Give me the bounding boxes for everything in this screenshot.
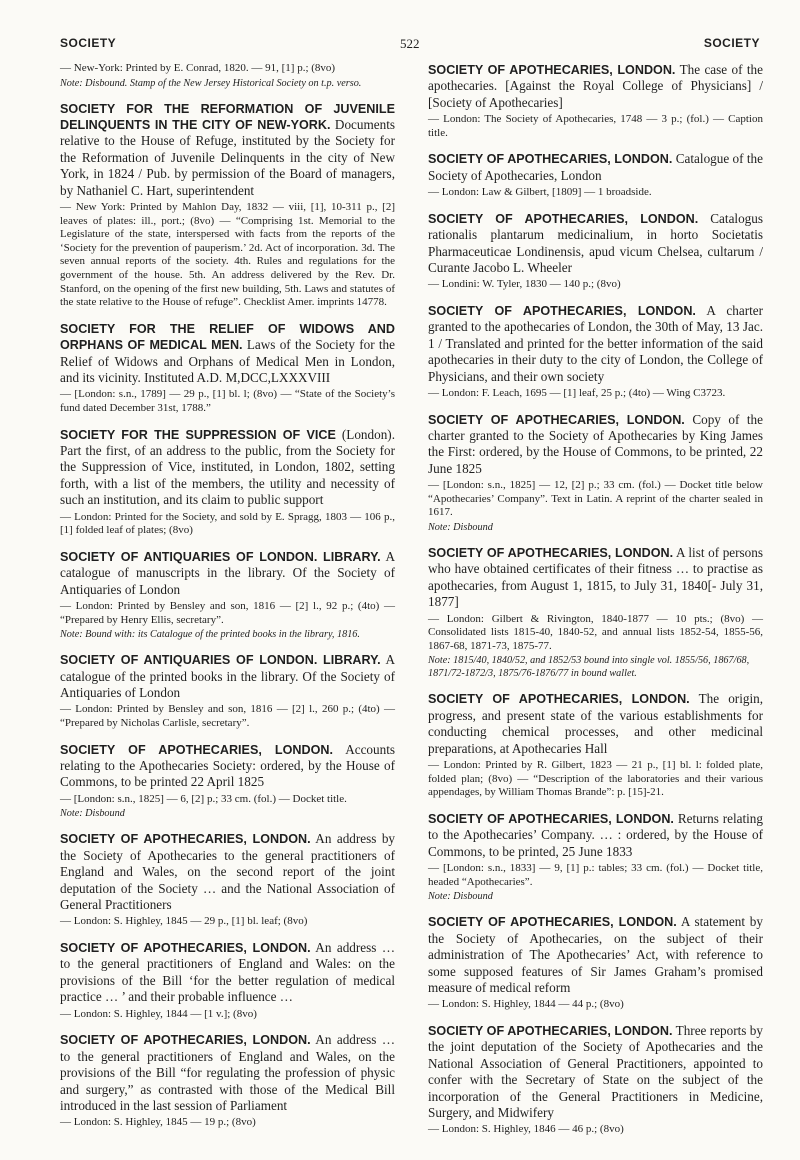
entry-body: A charter granted to the apothecaries of London, the 30th of May, 13 Jac. 1 / Translated and printed for the better information of the said apothecaries in their duty to the city of London, the College of Physicians, and their own society bbox=[428, 303, 764, 384]
entry-body: A list of persons who have obtained certificates of their fitness … to practise as apothecaries, from August 1, 1815, to July 31, 1840[- July 31, 1877] bbox=[428, 545, 763, 610]
entry-imprint: — New York: Printed by Mahlon Day, 1832 — viii, [1], 10-311 p., [2] leaves of plates: ill., port.; (8vo) — “Comprising 1st. Memorial to the Legislature of the state, interspersed with facts from the reports of the ‘Society for the prevention of pauperism.’ 2d. Act of incorporation. 3d. The seven annual reports of the society. 4th. Rules and regulations for the government of the house. 5th. An address delivered by the Rev. Dr. Stanford, on the opening of the first new building, 5th. Laws and statutes of the state relative to the House of refuge”. Checklist Amer. imprints 14778. bbox=[60, 201, 395, 309]
entry-body: A catalogue of manuscripts in the library. Of the Society of Antiquaries of London bbox=[60, 548, 395, 597]
entry-paragraph bbox=[428, 303, 763, 385]
entry-body: An address by the Society of Apothecaries to the general practitioners of England and Wales, on the second report of the joint deputation of the Society … and the National Association of General Practitioners bbox=[60, 831, 396, 913]
entry-heading: SOCIETY OF APOTHECARIES, LONDON. bbox=[428, 412, 685, 427]
entry-imprint: — [London: s.n., 1789] — 29 p., [1] bl. l; (8vo) — “State of the Society’s fund dated December 31st, 1788.” bbox=[60, 388, 395, 414]
entry-note: Note: Disbound bbox=[428, 891, 493, 903]
entry-paragraph bbox=[428, 412, 763, 478]
entry-heading: SOCIETY OF APOTHECARIES, LONDON. bbox=[428, 915, 677, 930]
catalog-entry bbox=[60, 549, 395, 641]
entry-heading: SOCIETY OF APOTHECARIES, LONDON. bbox=[428, 63, 676, 77]
catalog-entry bbox=[428, 211, 763, 292]
entry-body: Laws of the Society for the Relief of Widows and Orphans of Medical Men in London, and its vicinity. Instituted A.D. M,DCC,LXXXVIII bbox=[60, 337, 395, 385]
entry-heading: SOCIETY OF APOTHECARIES, LONDON. bbox=[428, 211, 699, 226]
entry-heading: SOCIETY OF APOTHECARIES, LONDON. bbox=[60, 1033, 311, 1048]
entry-heading: SOCIETY OF APOTHECARIES, LONDON. bbox=[60, 742, 334, 757]
header-right: SOCIETY bbox=[703, 36, 760, 50]
catalog-entry bbox=[428, 412, 763, 534]
catalog-entry bbox=[428, 914, 763, 1012]
header-left: SOCIETY bbox=[60, 36, 117, 50]
entry-body: Documents relative to the House of Refuge, instituted by the Society for the Reformation of Juvenile Delinquents in the city of New York, in 1824 / Pub. by permission of the Board of managers, by Nathaniel C. Hart, superintendent bbox=[60, 117, 395, 198]
entry-body: A catalogue of the printed books in the library. Of the Society of Antiquaries of London bbox=[60, 652, 395, 701]
entry-imprint: — [London: s.n., 1825] — 12, [2] p.; 33 cm. (fol.) — Docket title below “Apothecaries’ Company”. Text in Latin. A reprint of the charter sealed in 1617. bbox=[428, 479, 763, 519]
entry-heading: SOCIETY OF APOTHECARIES, LONDON. bbox=[428, 811, 674, 826]
entry-imprint: — London: S. Highley, 1844 — 44 p.; (8vo) bbox=[428, 998, 624, 1011]
catalog-entry bbox=[60, 321, 395, 416]
entry-imprint: — London: S. Highley, 1845 — 29 p., [1] bl. leaf; (8vo) bbox=[60, 915, 308, 928]
entry-paragraph bbox=[60, 742, 395, 791]
catalog-entry bbox=[428, 811, 763, 903]
entry-body: Three reports by the joint deputation of the Society of Apothecaries and the National Association of General Practitioners, appointed to confer with the Secretary of State on the subject of the incorporation of the General Practitioners in Medicine, Surgery, and Midwifery bbox=[428, 1022, 763, 1120]
entry-heading: SOCIETY OF APOTHECARIES, LONDON. bbox=[428, 1023, 673, 1038]
entry-note: Note: Bound with: its Catalogue of the printed books in the library, 1816. bbox=[60, 629, 360, 641]
entry-note: Note: Disbound bbox=[60, 808, 125, 820]
continuation-entry bbox=[60, 62, 395, 90]
entry-paragraph bbox=[428, 545, 763, 611]
entry-imprint: — Londini: W. Tyler, 1830 — 140 p.; (8vo) bbox=[428, 278, 621, 291]
entry-heading: SOCIETY FOR THE RELIEF OF WIDOWS AND ORPHANS OF MEDICAL MEN. bbox=[60, 321, 395, 353]
entry-imprint: — [London: s.n., 1833] — 9, [1] p.: tables; 33 cm. (fol.) — Docket title, headed “Apothecaries”. bbox=[428, 862, 763, 888]
entry-heading: SOCIETY OF APOTHECARIES, LONDON. bbox=[428, 546, 674, 561]
page-number: 522 bbox=[400, 36, 420, 51]
entry-imprint: — London: Gilbert & Rivington, 1840-1877 — 10 pts.; (8vo) — Consolidated lists 1815-40, 1840-52, and annual lists 1852-54, 1855-56, 1867-68, 1871-73, 1875-77. bbox=[428, 612, 763, 652]
entry-body: Catalogus rationalis plantarum medicinalium, in horto Societatis Pharmaceuticae Londinensis, apud vicum Chelsea, cultarum / Curante Jacobo L. Wheeler bbox=[428, 210, 763, 276]
entry-imprint: — London: F. Leach, 1695 — [1] leaf, 25 p.; (4to) — Wing C3723. bbox=[428, 387, 726, 400]
left-column bbox=[60, 62, 395, 1141]
entry-heading: SOCIETY FOR THE SUPPRESSION OF VICE bbox=[60, 427, 336, 442]
entry-heading: SOCIETY FOR THE REFORMATION OF JUVENILE DELINQUENTS IN THE CITY OF NEW-YORK. bbox=[60, 101, 395, 132]
entry-note: Note: 1815/40, 1840/52, and 1852/53 bound into single vol. 1855/56, 1867/68, 1871/72-1872/3, 1875/76-1876/77 in bound wallet. bbox=[428, 655, 750, 680]
catalog-entry bbox=[428, 62, 763, 140]
entry-paragraph bbox=[60, 831, 395, 913]
entry-heading: SOCIETY OF APOTHECARIES, LONDON. bbox=[428, 692, 690, 707]
entry-body: A statement by the Society of Apothecaries, on the subject of their administration of The Apothecaries’ Act, with reference to some supposed features of Sir James Graham’s promised measure of medical reform bbox=[428, 914, 763, 995]
entry-imprint: — London: S. Highley, 1844 — [1 v.]; (8vo) bbox=[60, 1007, 257, 1020]
entry-note: Note: Disbound bbox=[428, 522, 493, 534]
entry-imprint: — London: Printed by Bensley and son, 1816 — [2] l., 260 p.; (4to) — “Prepared by Nicholas Carlisle, secretary”. bbox=[60, 703, 395, 730]
running-header bbox=[60, 36, 760, 56]
entry-imprint: — London: Printed for the Society, and sold by E. Spragg, 1803 — 106 p., [1] folded leaf of plates; (8vo) bbox=[60, 510, 395, 537]
entry-body: Returns relating to the Apothecaries’ Company. … : ordered, by the House of Commons, to be printed, 25 June 1833 bbox=[428, 810, 763, 859]
catalog-entry bbox=[428, 151, 763, 199]
entry-imprint: — [London: s.n., 1825] — 6, [2] p.; 33 cm. (fol.) — Docket title. bbox=[60, 792, 347, 805]
catalog-entry bbox=[428, 691, 763, 799]
entry-body: Copy of the charter granted to the Society of Apothecaries by King James the First: ordered, by the House of Commons, to be printed, 22 June 1825 bbox=[428, 411, 763, 476]
entry-imprint: — New-York: Printed by E. Conrad, 1820. — 91, [1] p.; (8vo) bbox=[60, 62, 336, 74]
entry-paragraph bbox=[60, 1032, 395, 1114]
entry-body: The origin, progress, and present state of the various establishments for conducting chemical processes, and other medicinal preparations, at Apothecaries Hall bbox=[428, 691, 763, 756]
entry-heading: SOCIETY OF APOTHECARIES, LONDON. bbox=[428, 304, 696, 319]
catalog-entry bbox=[428, 303, 763, 401]
entry-body: An address … to the general practitioners of England and Wales: on the provisions of the Bill ‘for the better regulation of medical practice … ’ and their probable influence … bbox=[60, 940, 396, 1005]
catalog-entry bbox=[60, 742, 395, 821]
catalog-entry bbox=[60, 831, 395, 929]
entry-imprint: — London: Printed by Bensley and son, 1816 — [2] l., 92 p.; (4to) — “Prepared by Henry Ellis, secretary”. bbox=[60, 600, 395, 626]
entry-imprint: — London: Printed by R. Gilbert, 1823 — 21 p., [1] bl. l: folded plate, folded plan; (8vo) — “Description of the laboratories and their various appendages, by William Thomas Brande”: p. [15]-21. bbox=[428, 759, 763, 799]
entry-paragraph bbox=[428, 691, 763, 757]
entry-heading: SOCIETY OF ANTIQUARIES OF LONDON. LIBRARY. bbox=[60, 549, 381, 564]
entry-paragraph bbox=[428, 1023, 763, 1121]
catalog-entry bbox=[60, 940, 395, 1021]
entry-body: An address … to the general practitioners of England and Wales, on the provisions of the Bill “for regulating the profession of physic and surgery,” as contrasted with those of the Medical Bill introduced in the last session of Parliament bbox=[60, 1032, 396, 1113]
entry-paragraph bbox=[60, 321, 395, 387]
catalog-entry bbox=[60, 427, 395, 538]
catalog-entry bbox=[428, 545, 763, 680]
entry-paragraph bbox=[428, 811, 763, 860]
entry-note: Note: Disbound. Stamp of the New Jersey Historical Society on t.p. verso. bbox=[60, 77, 362, 89]
entry-paragraph bbox=[60, 427, 395, 509]
catalog-entry bbox=[428, 1023, 763, 1137]
right-column bbox=[428, 62, 763, 1148]
entry-paragraph bbox=[428, 62, 763, 111]
entry-body: (London). Part the first, of an address to the public, from the Society for the Suppression of Vice, instituted, in London, 1802, setting forth, with a list of the members, the utility and necessity of such an institution, and its claim to public support bbox=[60, 426, 395, 508]
entry-heading: SOCIETY OF APOTHECARIES, LONDON. bbox=[60, 832, 311, 847]
entry-heading: SOCIETY OF APOTHECARIES, LONDON. bbox=[60, 941, 311, 956]
entry-paragraph bbox=[428, 151, 763, 184]
entry-body: The case of the apothecaries. [Against the Royal College of Physicians] / [Society of Apothecaries] bbox=[428, 62, 763, 110]
entry-imprint: — London: S. Highley, 1845 — 19 p.; (8vo) bbox=[60, 1116, 256, 1129]
entry-imprint: — London: S. Highley, 1846 — 46 p.; (8vo) bbox=[428, 1123, 624, 1136]
entry-imprint: — London: Law & Gilbert, [1809] — 1 broadside. bbox=[428, 186, 652, 199]
entry-paragraph bbox=[428, 914, 763, 996]
catalog-entry bbox=[60, 652, 395, 730]
entry-paragraph bbox=[60, 652, 395, 701]
entry-paragraph bbox=[60, 549, 395, 598]
entry-paragraph bbox=[428, 211, 763, 277]
catalog-entry bbox=[60, 1032, 395, 1130]
entry-body: Accounts relating to the Apothecaries Society: ordered, by the House of Commons, to be printed 22 April 1825 bbox=[60, 741, 395, 790]
entry-paragraph bbox=[60, 101, 395, 199]
entry-paragraph bbox=[60, 940, 395, 1006]
entry-heading: SOCIETY OF ANTIQUARIES OF LONDON. LIBRARY. bbox=[60, 653, 381, 668]
entry-heading: SOCIETY OF APOTHECARIES, LONDON. bbox=[428, 152, 673, 167]
entry-imprint: — London: The Society of Apothecaries, 1748 — 3 p.; (fol.) — Caption title. bbox=[428, 113, 763, 139]
catalog-entry bbox=[60, 101, 395, 310]
entry-body: Catalogue of the Society of Apothecaries, London bbox=[428, 151, 764, 183]
